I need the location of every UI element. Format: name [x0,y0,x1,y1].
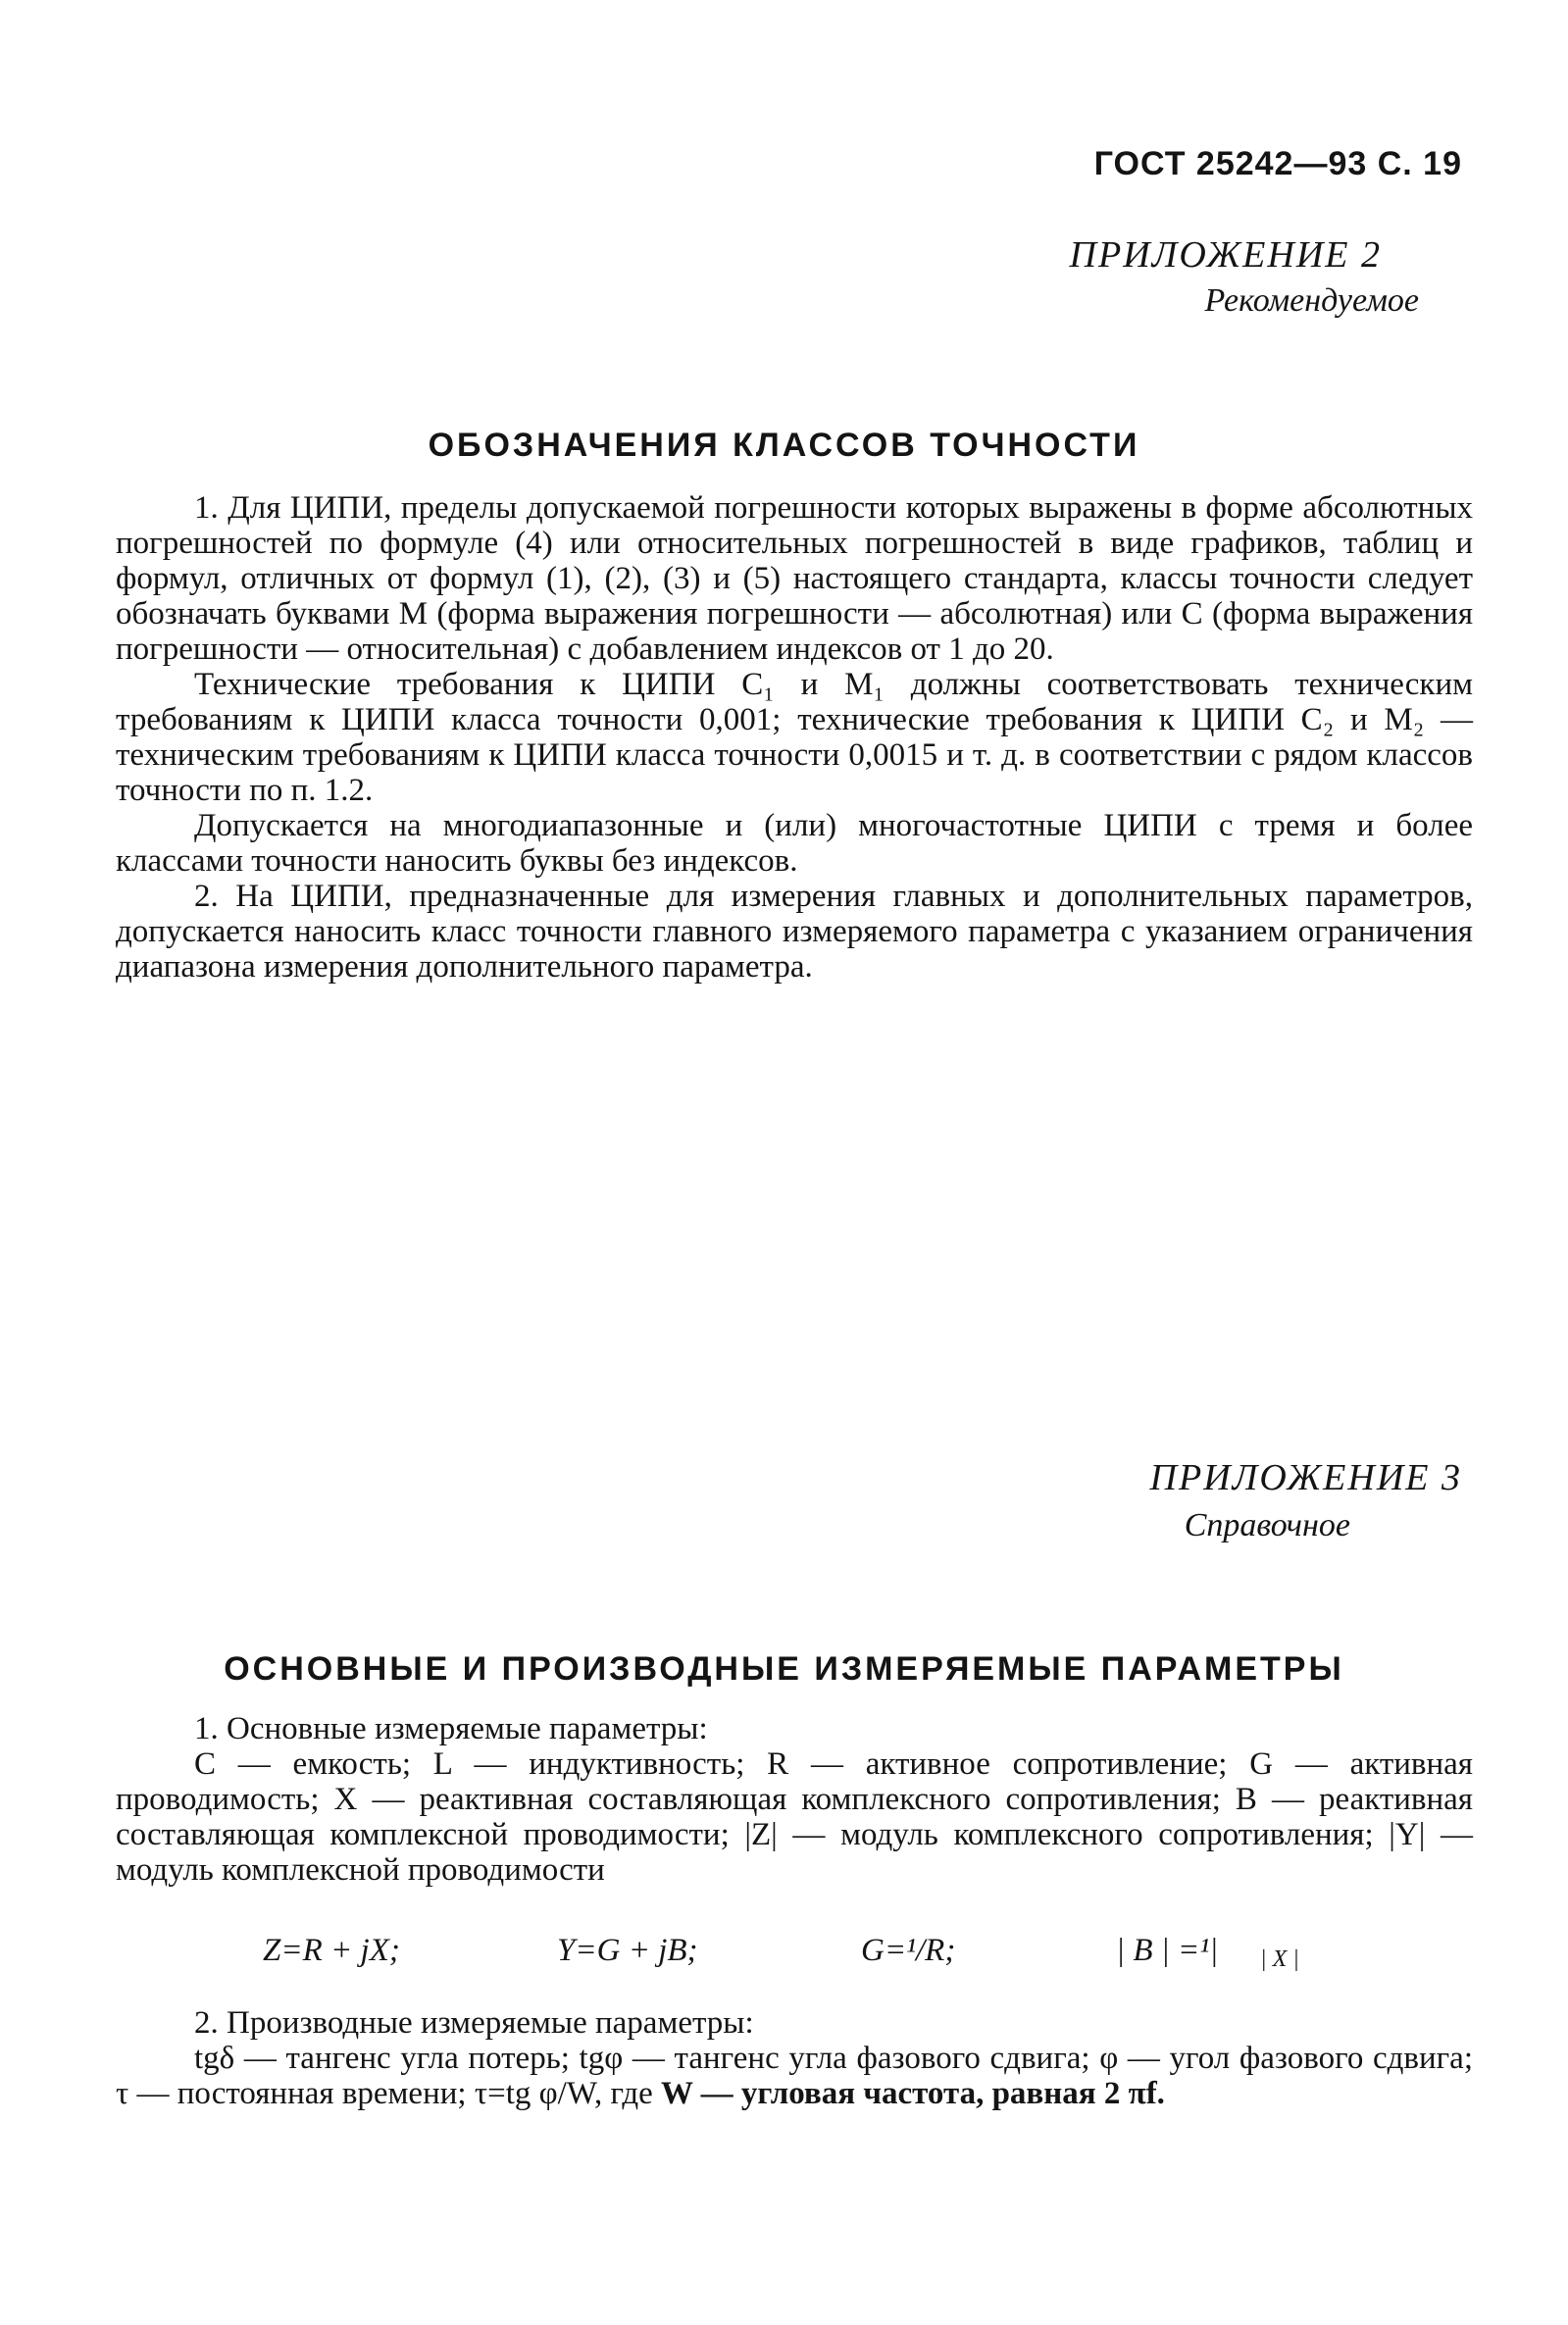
annex-3-label: ПРИЛОЖЕНИЕ 3 [1149,1457,1462,1498]
annex-3-derived [116,2005,1473,2111]
formula-g: G=¹/R; [861,1933,956,1968]
running-head: ГОСТ 25242—93 С. 19 [1093,145,1462,182]
derived-params-heading: 2. Производные измеряемые параметры: [194,2005,754,2041]
derived-text-main: tgδ — тангенс угла потерь; tgφ — тангенс угла фазового сдвига; φ — угол фазового сдвига; τ — постоянная времени; τ=tg φ/W, где [116,2041,1473,2111]
derived-params-text [116,2041,1473,2111]
basic-params-text: C — емкость; L — индуктивность; R — активное сопротивление; G — активная проводимость; X — реактивная составляющая комплексного сопротивления; B — реактивная составляющая комплексной проводимости; |Z| — модуль комплексного сопротивления; |Y| — модуль комплексной проводимости [116,1746,1473,1888]
formula-y: Y=G + jB; [557,1933,698,1968]
formula-b: | B | =¹| [1116,1933,1219,1968]
paragraph: Технические требования к ЦИПИ C₁ и M₁ должны соответствовать техническим требованиям к ЦИПИ класса точности 0,001; технические требования к ЦИПИ C₂ и M₂ — техническим требованиям к ЦИПИ класса точности 0,0015 и т. д. в соответствии с рядом классов точности по п. 1.2. [116,667,1473,808]
basic-params-heading: 1. Основные измеряемые параметры: [194,1711,708,1746]
formula-b-denominator: | X | [1260,1946,1299,1972]
annex-2-status: Рекомендуемое [1204,282,1419,319]
annex-3-status: Справочное [1184,1507,1350,1543]
annex-3-basic [116,1711,1473,1888]
formula-z: Z=R + jX; [263,1933,400,1968]
formula-row [116,1933,1473,1972]
paragraph: 2. На ЦИПИ, предназначенные для измерения главных и дополнительных параметров, допускается наносить класс точности главного измеряемого параметра с указанием ограничения диапазона измерения дополнительного параметра. [116,879,1473,985]
annex-2-body [116,490,1473,985]
annex-3-title: ОСНОВНЫЕ И ПРОИЗВОДНЫЕ ИЗМЕРЯЕМЫЕ ПАРАМЕТРЫ [224,1650,1344,1688]
annex-2-title: ОБОЗНАЧЕНИЯ КЛАССОВ ТОЧНОСТИ [428,427,1140,464]
derived-text-bold: W — угловая частота, равная 2 πf. [661,2076,1165,2111]
paragraph: 1. Для ЦИПИ, пределы допускаемой погрешности которых выражены в форме абсолютных погрешностей по формуле (4) или относительных погрешностей в виде графиков, таблиц и формул, отличных от формул (1), (2), (3) и (5) настоящего стандарта, классы точности следует обозначать буквами M (форма выражения погрешности — абсолютная) или C (форма выражения погрешности — относительная) с добавлением индексов от 1 до 20. [116,490,1473,667]
paragraph: Допускается на многодиапазонные и (или) многочастотные ЦИПИ с тремя и более классами точности наносить буквы без индексов. [116,808,1473,879]
annex-2-label: ПРИЛОЖЕНИЕ 2 [1069,234,1382,276]
